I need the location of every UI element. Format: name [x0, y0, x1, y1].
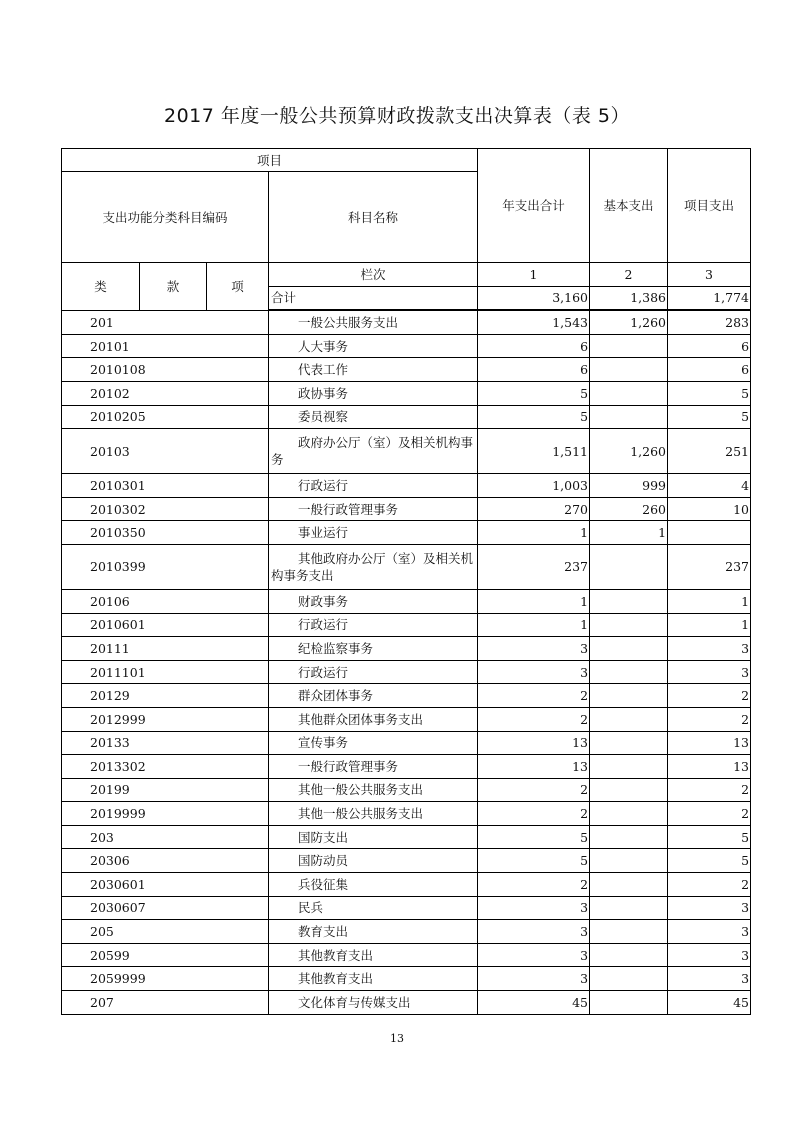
page-number: 13	[390, 1032, 404, 1045]
row-total: 45	[478, 991, 590, 1015]
row-code: 203	[62, 825, 269, 849]
row-name: 其他教育支出	[269, 967, 478, 991]
row-total: 2	[478, 873, 590, 897]
row-basic	[590, 660, 668, 684]
row-total: 6	[478, 358, 590, 382]
row-code: 20306	[62, 849, 269, 873]
row-basic	[590, 849, 668, 873]
row-code: 2019999	[62, 802, 269, 826]
row-total: 2	[478, 684, 590, 708]
total-label: 合计	[269, 286, 478, 310]
table-row	[62, 334, 751, 358]
row-basic	[590, 920, 668, 944]
row-code: 207	[62, 991, 269, 1015]
row-basic	[590, 896, 668, 920]
header-kuan: 款	[140, 263, 207, 311]
header-col-3: 3	[668, 263, 751, 287]
total-sum: 3,160	[478, 286, 590, 310]
row-code: 20101	[62, 334, 269, 358]
row-name: 教育支出	[269, 920, 478, 944]
row-project: 2	[668, 707, 751, 731]
row-project: 3	[668, 896, 751, 920]
total-basic: 1,386	[590, 286, 668, 310]
row-name: 其他一般公共服务支出	[269, 802, 478, 826]
row-total: 6	[478, 334, 590, 358]
row-basic: 260	[590, 497, 668, 521]
row-code: 2013302	[62, 755, 269, 779]
header-code: 支出功能分类科目编码	[62, 172, 269, 263]
header-row-3	[62, 263, 751, 287]
table-row	[62, 358, 751, 382]
row-total: 5	[478, 825, 590, 849]
table-row	[62, 544, 751, 589]
row-total: 237	[478, 544, 590, 589]
table-row	[62, 873, 751, 897]
header-total: 年支出合计	[478, 149, 590, 263]
row-project: 237	[668, 544, 751, 589]
row-project: 2	[668, 684, 751, 708]
row-total: 2	[478, 707, 590, 731]
row-name: 纪检监察事务	[269, 637, 478, 661]
row-name: 群众团体事务	[269, 684, 478, 708]
row-total: 3	[478, 920, 590, 944]
row-name: 财政事务	[269, 589, 478, 613]
row-code: 2012999	[62, 707, 269, 731]
row-code: 2010350	[62, 521, 269, 545]
row-project: 45	[668, 991, 751, 1015]
row-total: 1	[478, 613, 590, 637]
row-total: 2	[478, 778, 590, 802]
row-code: 201	[62, 310, 269, 334]
row-basic	[590, 873, 668, 897]
row-basic	[590, 943, 668, 967]
row-basic: 999	[590, 474, 668, 498]
row-name: 政协事务	[269, 381, 478, 405]
table-row	[62, 896, 751, 920]
row-project: 283	[668, 310, 751, 334]
table-row	[62, 731, 751, 755]
table-row	[62, 521, 751, 545]
row-project: 6	[668, 334, 751, 358]
header-item: 项目	[62, 149, 478, 172]
row-basic	[590, 405, 668, 429]
row-total: 3	[478, 896, 590, 920]
table-row	[62, 429, 751, 474]
row-code: 2010601	[62, 613, 269, 637]
header-col-1: 1	[478, 263, 590, 287]
header-lei: 类	[62, 263, 140, 311]
row-project: 5	[668, 405, 751, 429]
table-row	[62, 991, 751, 1015]
row-basic	[590, 637, 668, 661]
row-code: 20199	[62, 778, 269, 802]
row-project: 2	[668, 873, 751, 897]
row-code: 2030601	[62, 873, 269, 897]
row-project: 13	[668, 755, 751, 779]
table-row	[62, 637, 751, 661]
row-code: 20133	[62, 731, 269, 755]
row-total: 3	[478, 660, 590, 684]
row-name: 行政运行	[269, 474, 478, 498]
row-basic: 1	[590, 521, 668, 545]
row-total: 1	[478, 521, 590, 545]
row-name: 宣传事务	[269, 731, 478, 755]
row-project: 5	[668, 825, 751, 849]
row-code: 20111	[62, 637, 269, 661]
row-name: 民兵	[269, 896, 478, 920]
row-name: 一般公共服务支出	[269, 310, 478, 334]
row-project: 1	[668, 613, 751, 637]
row-project: 3	[668, 967, 751, 991]
row-project: 3	[668, 660, 751, 684]
row-code: 2010301	[62, 474, 269, 498]
row-project: 6	[668, 358, 751, 382]
row-total: 1,543	[478, 310, 590, 334]
table-row	[62, 497, 751, 521]
row-name: 其他一般公共服务支出	[269, 778, 478, 802]
row-name: 委员视察	[269, 405, 478, 429]
table-row	[62, 755, 751, 779]
row-project: 251	[668, 429, 751, 474]
row-code: 20129	[62, 684, 269, 708]
row-project: 1	[668, 589, 751, 613]
row-code: 2010302	[62, 497, 269, 521]
row-name: 国防支出	[269, 825, 478, 849]
row-code: 20103	[62, 429, 269, 474]
row-basic	[590, 358, 668, 382]
row-total: 13	[478, 755, 590, 779]
table-row	[62, 825, 751, 849]
row-name: 其他群众团体事务支出	[269, 707, 478, 731]
header-lanci: 栏次	[269, 263, 478, 287]
table-row	[62, 684, 751, 708]
row-project: 3	[668, 943, 751, 967]
row-basic	[590, 967, 668, 991]
row-project: 2	[668, 802, 751, 826]
row-total: 1,003	[478, 474, 590, 498]
row-project: 5	[668, 849, 751, 873]
row-basic	[590, 731, 668, 755]
row-basic	[590, 334, 668, 358]
row-basic	[590, 755, 668, 779]
header-basic: 基本支出	[590, 149, 668, 263]
row-basic: 1,260	[590, 429, 668, 474]
row-code: 2010399	[62, 544, 269, 589]
row-code: 205	[62, 920, 269, 944]
row-project: 4	[668, 474, 751, 498]
table-row	[62, 660, 751, 684]
row-total: 270	[478, 497, 590, 521]
table-row	[62, 778, 751, 802]
row-code: 2059999	[62, 967, 269, 991]
table-row	[62, 943, 751, 967]
row-name: 国防动员	[269, 849, 478, 873]
row-basic	[590, 684, 668, 708]
header-xiang: 项	[207, 263, 269, 311]
row-project: 2	[668, 778, 751, 802]
table-row	[62, 589, 751, 613]
row-total: 1	[478, 589, 590, 613]
table-row	[62, 802, 751, 826]
total-project: 1,774	[668, 286, 751, 310]
row-project: 5	[668, 381, 751, 405]
row-basic	[590, 613, 668, 637]
row-project: 13	[668, 731, 751, 755]
row-name: 行政运行	[269, 660, 478, 684]
row-total: 3	[478, 637, 590, 661]
table-row	[62, 967, 751, 991]
row-project: 3	[668, 637, 751, 661]
row-name: 政府办公厅（室）及相关机构事务	[269, 429, 478, 474]
row-name: 兵役征集	[269, 873, 478, 897]
row-code: 2011101	[62, 660, 269, 684]
row-code: 20106	[62, 589, 269, 613]
row-project: 10	[668, 497, 751, 521]
row-code: 2030607	[62, 896, 269, 920]
table-row	[62, 474, 751, 498]
row-project	[668, 521, 751, 545]
row-project: 3	[668, 920, 751, 944]
table-row	[62, 707, 751, 731]
row-basic	[590, 589, 668, 613]
header-row-1	[62, 149, 751, 172]
row-basic	[590, 991, 668, 1015]
row-name: 一般行政管理事务	[269, 497, 478, 521]
budget-table	[61, 148, 751, 1015]
row-basic	[590, 707, 668, 731]
row-total: 5	[478, 849, 590, 873]
row-code: 2010108	[62, 358, 269, 382]
row-name: 文化体育与传媒支出	[269, 991, 478, 1015]
row-code: 20102	[62, 381, 269, 405]
row-name: 行政运行	[269, 613, 478, 637]
row-total: 3	[478, 943, 590, 967]
row-basic: 1,260	[590, 310, 668, 334]
row-name: 一般行政管理事务	[269, 755, 478, 779]
row-basic	[590, 802, 668, 826]
header-col-2: 2	[590, 263, 668, 287]
row-total: 1,511	[478, 429, 590, 474]
table-row	[62, 381, 751, 405]
row-total: 3	[478, 967, 590, 991]
header-project: 项目支出	[668, 149, 751, 263]
row-name: 其他教育支出	[269, 943, 478, 967]
header-name: 科目名称	[269, 172, 478, 263]
row-basic	[590, 825, 668, 849]
row-code: 2010205	[62, 405, 269, 429]
row-total: 2	[478, 802, 590, 826]
row-code: 20599	[62, 943, 269, 967]
row-basic	[590, 544, 668, 589]
row-name: 代表工作	[269, 358, 478, 382]
page-title: 2017 年度一般公共预算财政拨款支出决算表（表 5）	[163, 105, 631, 127]
table-row	[62, 405, 751, 429]
row-total: 5	[478, 405, 590, 429]
table-row	[62, 310, 751, 334]
row-name: 其他政府办公厅（室）及相关机构事务支出	[269, 544, 478, 589]
table-row	[62, 849, 751, 873]
table-row	[62, 613, 751, 637]
table-row	[62, 920, 751, 944]
row-name: 人大事务	[269, 334, 478, 358]
row-name: 事业运行	[269, 521, 478, 545]
row-total: 5	[478, 381, 590, 405]
row-total: 13	[478, 731, 590, 755]
row-basic	[590, 381, 668, 405]
row-basic	[590, 778, 668, 802]
